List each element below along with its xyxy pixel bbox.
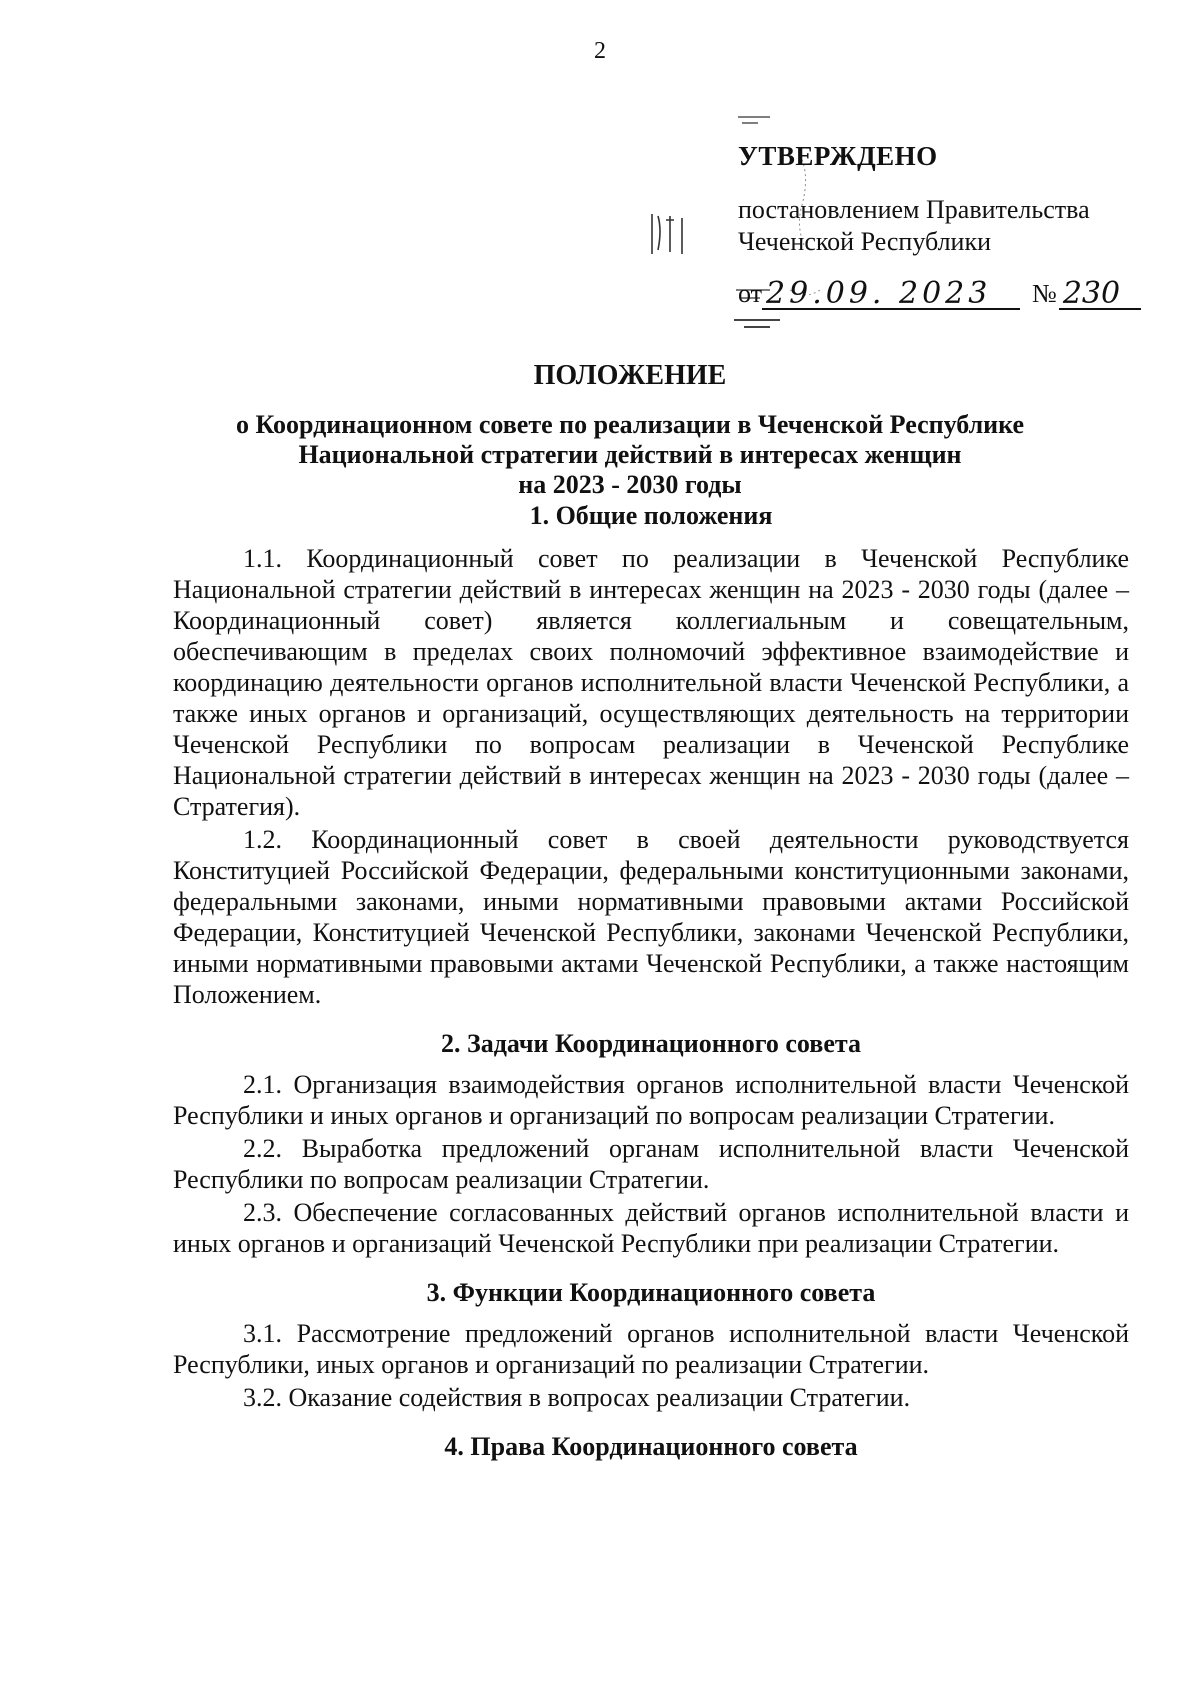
paragraph: 1.2. Координационный совет в своей деятельности руководствуется Конституцией Российской Федерации, федеральными конституционными законами, федеральными законами, иными нормативными правовыми актами Российской Федерации, Конституцией Чеченской Республики, законами Чеченской Республики, иными нормативными правовыми актами Чеченской Республики, а также настоящим Положением. xyxy=(173,825,1129,1009)
date-prefix: от xyxy=(738,279,763,308)
paragraph: 2.2. Выработка предложений органам исполнительной власти Чеченской Республики по вопросам реализации Стратегии. xyxy=(173,1134,1129,1194)
document-title-block xyxy=(120,360,1140,500)
paragraph: 1.1. Координационный совет по реализации в Чеченской Республике Национальной стратегии действий в интересах женщин на 2023 - 2030 годы (далее – Координационный совет) является коллегиальным и совещательным, обеспечивающим в пределах своих полномочий эффективное взаимодействие и координацию деятельности органов исполнительной власти Чеченской Республики, а также иных органов и организаций, осуществляющих деятельность на территории Чеченской Республики по вопросам реализации в Чеченской Республике Национальной стратегии действий в интересах женщин на 2023 - 2030 годы (далее – Стратегия). xyxy=(173,544,1129,821)
approval-heading: УТВЕРЖДЕНО xyxy=(738,141,938,171)
document-subtitle-line-3: на 2023 - 2030 годы xyxy=(518,470,742,499)
document-subtitle-line-1: о Координационном совете по реализации в Чеченской Республике xyxy=(235,410,1025,439)
section-heading: 1. Общие положения xyxy=(529,501,773,530)
section-heading: 3. Функции Координационного совета xyxy=(426,1278,876,1307)
section-heading: 2. Задачи Координационного совета xyxy=(441,1029,861,1058)
paragraph: 3.2. Оказание содействия в вопросах реализации Стратегии. xyxy=(243,1383,911,1412)
approval-date: 29.09. 2023 xyxy=(762,280,1020,310)
document-body xyxy=(173,500,1129,1472)
page-number: 2 xyxy=(594,38,606,64)
approval-block xyxy=(738,140,1158,310)
section-heading: 4. Права Координационного совета xyxy=(444,1432,858,1461)
paragraph: 2.3. Обеспечение согласованных действий органов исполнительной власти и иных органов и организаций Чеченской Республики при реализации Стратегии. xyxy=(173,1198,1129,1258)
paragraph: 2.1. Организация взаимодействия органов исполнительной власти Чеченской Республики и иных органов и организаций по вопросам реализации Стратегии. xyxy=(173,1070,1129,1130)
document-subtitle-line-2: Национальной стратегии действий в интересах женщин xyxy=(298,440,962,469)
approval-line-1: постановлением Правительства xyxy=(738,195,1090,224)
approval-line-2: Чеченской Республики xyxy=(738,227,992,256)
document-title: ПОЛОЖЕНИЕ xyxy=(533,360,727,391)
approval-number: 230 xyxy=(1059,280,1141,310)
paragraph: 3.1. Рассмотрение предложений органов исполнительной власти Чеченской Республики, иных органов и организаций по реализации Стратегии. xyxy=(173,1319,1129,1379)
signature-mark xyxy=(648,210,694,258)
number-label: № xyxy=(1032,279,1057,308)
approval-date-line xyxy=(738,278,1158,310)
